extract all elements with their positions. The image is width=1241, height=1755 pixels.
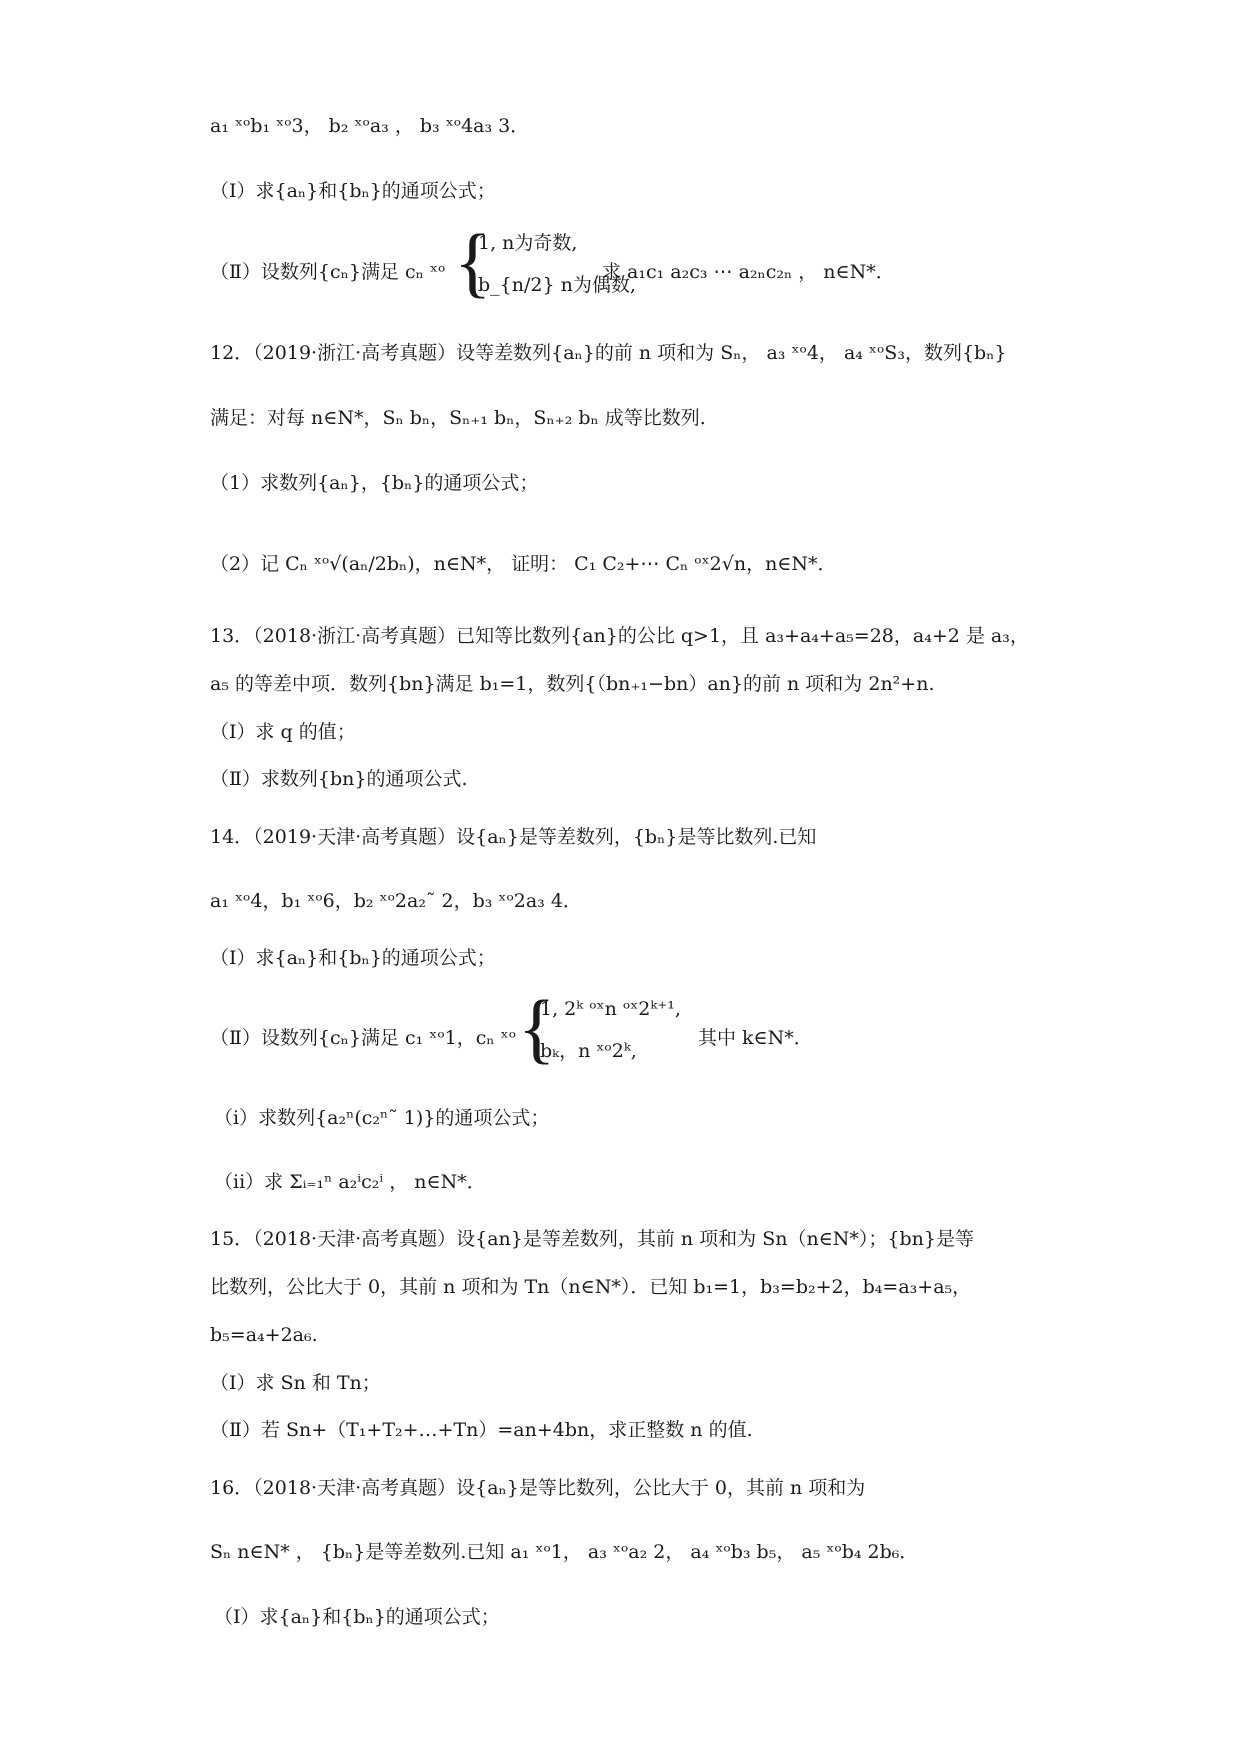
- question-15-line: 15．（2018·天津·高考真题）设{an}是等差数列，其前 n 项和为 Sn（n∈N*）；{bn}是等: [210, 1228, 974, 1250]
- text-line: （Ⅰ）求 Sn 和 Tn；: [210, 1372, 381, 1394]
- case-row: bₖ，n ˣᵒ2ᵏ,: [540, 1040, 637, 1062]
- text-line: （Ⅰ）求{aₙ}和{bₙ}的通项公式；: [210, 947, 496, 969]
- case-brace: {: [518, 984, 556, 1071]
- text-line: 求 a₁c₁ a₂c₃ ⋯ a₂ₙc₂ₙ ， n∈N*．: [602, 261, 895, 283]
- text-line: 满足：对每 n∈N*，Sₙ bₙ，Sₙ₊₁ bₙ，Sₙ₊₂ bₙ 成等比数列.: [210, 407, 706, 429]
- text-line: （ii）求 Σᵢ₌₁ⁿ a₂ⁱc₂ⁱ ， n∈N*．: [214, 1171, 486, 1193]
- text-line: a₁ ˣᵒb₁ ˣᵒ3， b₂ ˣᵒa₃ ， b₃ ˣᵒ4a₃ 3．: [210, 115, 530, 137]
- text-line: a₁ ˣᵒ4，b₁ ˣᵒ6，b₂ ˣᵒ2a₂˜ 2，b₃ ˣᵒ2a₃ 4．: [210, 890, 582, 912]
- question-16-line: 16．（2018·天津·高考真题）设{aₙ}是等比数列，公比大于 0，其前 n 项和为: [210, 1477, 866, 1499]
- case-row: 1, n为奇数,: [478, 232, 578, 254]
- text-line: （Ⅱ）求数列{bn}的通项公式.: [210, 768, 468, 790]
- text-line: （i）求数列{a₂ⁿ(c₂ⁿ˜ 1)}的通项公式；: [214, 1107, 550, 1129]
- text-line: b₅=a₄+2a₆.: [210, 1324, 318, 1346]
- text-line: （Ⅰ）求 q 的值；: [210, 721, 356, 743]
- question-13-line: 13．（2018·浙江·高考真题）已知等比数列{an}的公比 q>1，且 a₃+a₄+a₅=28，a₄+2 是 a₃，: [210, 625, 1029, 647]
- question-14-line: 14．（2019·天津·高考真题）设{aₙ}是等差数列，{bₙ}是等比数列.已知: [210, 826, 817, 848]
- text-line: 其中 k∈N*．: [698, 1027, 813, 1049]
- text-line: （2）记 Cₙ ˣᵒ√(aₙ/2bₙ)，n∈N*， 证明： C₁ C₂+⋯ Cₙ ᵒˣ2√n，n∈N*．: [210, 553, 837, 575]
- question-12-line: 12．（2019·浙江·高考真题）设等差数列{aₙ}的前 n 项和为 Sₙ， a₃ ˣᵒ4， a₄ ˣᵒS₃，数列{bₙ}: [210, 342, 1007, 364]
- text-line: （Ⅱ）若 Sn+（T₁+T₂+…+Tn）=an+4bn，求正整数 n 的值.: [210, 1419, 753, 1441]
- text-line: 比数列，公比大于 0，其前 n 项和为 Tn（n∈N*）．已知 b₁=1，b₃=b₂+2，b₄=a₃+a₅，: [210, 1276, 972, 1298]
- text-line: （Ⅰ）求{aₙ}和{bₙ}的通项公式；: [210, 180, 496, 202]
- text-line: （Ⅱ）设数列{cₙ}满足 c₁ ˣᵒ1，cₙ ˣᵒ: [210, 1027, 517, 1049]
- case-row: 1, 2ᵏ ᵒˣn ᵒˣ2ᵏ⁺¹,: [540, 998, 681, 1020]
- text-line: （Ⅱ）设数列{cₙ}满足 cₙ ˣᵒ: [210, 261, 446, 283]
- text-line: Sₙ n∈N* ， {bₙ}是等差数列.已知 a₁ ˣᵒ1， a₃ ˣᵒa₂ 2， a₄ ˣᵒb₃ b₅， a₅ ˣᵒb₄ 2b₆．: [210, 1541, 919, 1563]
- text-line: a₅ 的等差中项．数列{bn}满足 b₁=1，数列{（bn₊₁−bn）an}的前 n 项和为 2n²+n.: [210, 673, 935, 695]
- text-line: （1）求数列{aₙ}，{bₙ}的通项公式；: [210, 472, 539, 494]
- case-row: b_{n/2} n为偶数,: [478, 274, 636, 296]
- text-line: （Ⅰ）求{aₙ}和{bₙ}的通项公式；: [214, 1606, 500, 1628]
- case-brace: {: [454, 218, 492, 305]
